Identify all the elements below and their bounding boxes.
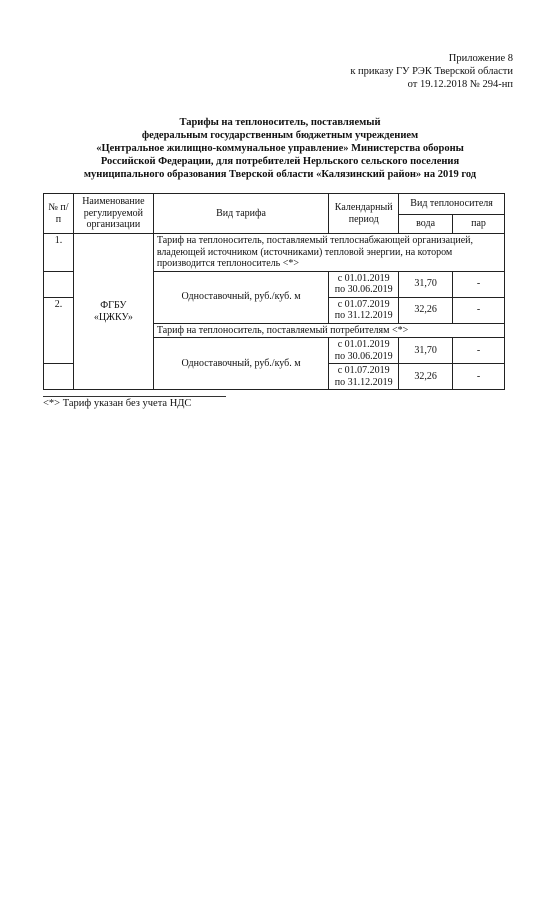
section-title: Тариф на теплоноситель, поставляемый теплоснабжающей организацией, владеющей источником (источниками) тепловой энергии, на котором производится теплоноситель <*> bbox=[153, 234, 504, 272]
steam-value: - bbox=[453, 338, 505, 364]
title-line: Тарифы на теплоноситель, поставляемый bbox=[179, 117, 381, 128]
tariff-label: Одноставочный, руб./куб. м bbox=[153, 271, 328, 323]
appendix-header bbox=[350, 52, 513, 91]
period-cell: с 01.01.2019 по 30.06.2019 bbox=[329, 271, 399, 297]
document-title bbox=[40, 116, 520, 181]
tariff-label: Одноставочный, руб./куб. м bbox=[153, 338, 328, 390]
header-carrier: Вид теплоносителя bbox=[399, 194, 505, 215]
water-value: 32,26 bbox=[399, 364, 453, 390]
empty-cell bbox=[44, 364, 74, 390]
title-line: федеральным государственным бюджетным учреждением bbox=[141, 130, 419, 141]
title-line: «Центральное жилищно-коммунальное управление» Министерства обороны bbox=[96, 143, 464, 154]
row-number-cell bbox=[44, 271, 74, 364]
row-number: 2. bbox=[44, 297, 73, 311]
table-row bbox=[44, 234, 505, 272]
row-number: 1. bbox=[44, 234, 74, 272]
header-tariff-type: Вид тарифа bbox=[153, 194, 328, 234]
table-header-row bbox=[44, 194, 505, 215]
tariff-table bbox=[43, 193, 505, 390]
org-name: ФГБУ bbox=[100, 300, 127, 311]
section-title: Тариф на теплоноситель, поставляемый потребителям <*> bbox=[153, 323, 504, 338]
appendix-line: Приложение 8 bbox=[448, 53, 513, 64]
appendix-order-line: к приказу ГУ РЭК Тверской области bbox=[350, 66, 513, 77]
title-line: Российской Федерации, для потребителей Нерльского сельского поселения bbox=[100, 156, 460, 167]
footnote: <*> Тариф указан без учета НДС bbox=[43, 398, 192, 409]
water-value: 32,26 bbox=[399, 297, 453, 323]
org-name-cell bbox=[73, 234, 153, 390]
header-steam: пар bbox=[453, 215, 505, 234]
title-line: муниципального образования Тверской области «Калязинский район» на 2019 год bbox=[83, 169, 477, 180]
water-value: 31,70 bbox=[399, 271, 453, 297]
appendix-date-line: от 19.12.2018 № 294-нп bbox=[407, 79, 513, 90]
steam-value: - bbox=[453, 271, 505, 297]
period-cell: с 01.07.2019 по 31.12.2019 bbox=[329, 364, 399, 390]
org-abbr: «ЦЖКУ» bbox=[93, 311, 133, 323]
water-value: 31,70 bbox=[399, 338, 453, 364]
steam-value: - bbox=[453, 364, 505, 390]
header-water: вода bbox=[399, 215, 453, 234]
period-cell: с 01.01.2019 по 30.06.2019 bbox=[329, 338, 399, 364]
footnote-divider bbox=[43, 396, 226, 397]
header-num: № п/п bbox=[44, 194, 74, 234]
period-cell: с 01.07.2019 по 31.12.2019 bbox=[329, 297, 399, 323]
header-org: Наименование регулируемой организации bbox=[73, 194, 153, 234]
steam-value: - bbox=[453, 297, 505, 323]
header-period: Календарный период bbox=[329, 194, 399, 234]
